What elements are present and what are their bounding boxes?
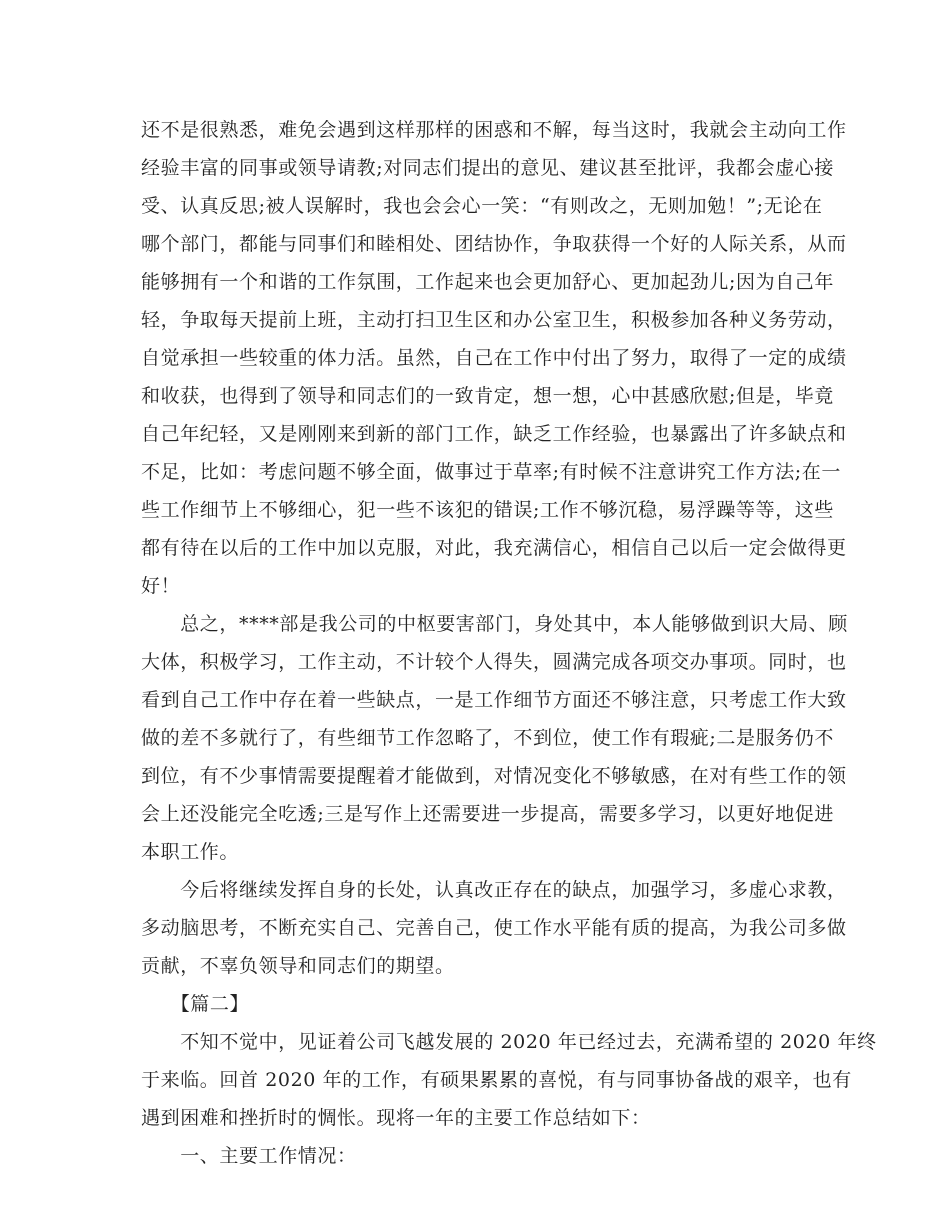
paragraph-future-plan [141,871,847,985]
text-line: 不知不觉中，见证着公司飞越发展的 2020 年已经过去，充满希望的 2020 年终 [141,1031,877,1053]
text-line: 到位，有不少事情需要提醒着才能做到，对情况变化不够敏感，在对有些工作的领 [141,765,847,787]
text-line: 好！ [141,575,181,597]
text-line: 受、认真反思;被人误解时，我也会会心一笑：“有则改之，无则加勉！”;无论在 [141,195,823,217]
text-line: 些工作细节上不够细心，犯一些不该犯的错误;工作不够沉稳，易浮躁等等，这些 [141,499,835,521]
text-line: 不足，比如：考虑问题不够全面，做事过于草率;有时候不注意讲究工作方法;在一 [141,461,842,483]
text-line: 本职工作。 [141,841,240,863]
text-line: 今后将继续发挥自身的长处，认真改正存在的缺点，加强学习，多虚心求教， [141,879,847,901]
text-line: 看到自己工作中存在着一些缺点，一是工作细节方面还不够注意，只考虑工作大致 [141,689,847,711]
text-line: 于来临。回首 2020 年的工作，有硕果累累的喜悦，有与同事协备战的艰辛，也有 [141,1069,852,1091]
text-line: 都有待在以后的工作中加以克服，对此，我充满信心，相信自己以后一定会做得更 [141,537,847,559]
paragraph-intro-2020 [141,1023,877,1137]
text-line: 和收获，也得到了领导和同志们的一致肯定，想一想，心中甚感欣慰;但是，毕竟 [141,385,835,407]
text-line: 做的差不多就行了，有些细节工作忽略了，不到位，使工作有瑕疵;二是服务仍不 [141,727,835,749]
text-line: 还不是很熟悉，难免会遇到这样那样的困惑和不解，每当这时，我就会主动向工作 [141,119,847,141]
text-line: 多动脑思考，不断充实自己、完善自己，使工作水平能有质的提高，为我公司多做 [141,917,847,939]
text-line: 自己年纪轻，又是刚刚来到新的部门工作，缺乏工作经验，也暴露出了许多缺点和 [141,423,847,445]
text-line: 能够拥有一个和谐的工作氛围，工作起来也会更加舒心、更加起劲儿;因为自己年 [141,271,835,293]
section-heading: 【篇二】 [141,993,250,1015]
text-line: 贡献，不辜负领导和同志们的期望。 [141,955,455,977]
paragraph-summary [141,605,848,871]
text-line: 遇到困难和挫折时的惆怅。现将一年的主要工作总结如下： [141,1107,651,1129]
document-body [141,111,877,1175]
text-line: 自觉承担一些较重的体力活。虽然，自己在工作中付出了努力，取得了一定的成绩 [141,347,847,369]
text-line: 大体，积极学习，工作主动，不计较个人得失，圆满完成各项交办事项。同时，也 [141,651,847,673]
text-line: 会上还没能完全吃透;三是写作上还需要进一步提高，需要多学习，以更好地促进 [141,803,835,825]
section-heading-part-two [141,985,813,1023]
text-line: 经验丰富的同事或领导请教;对同志们提出的意见、建议甚至批评，我都会虚心接 [141,157,835,179]
subheading: 一、主要工作情况： [141,1145,357,1167]
text-line: 轻，争取每天提前上班，主动打扫卫生区和办公室卫生，积极参加各种义务劳动， [141,309,847,331]
text-line: 总之，****部是我公司的中枢要害部门，身处其中，本人能够做到识大局、顾 [141,613,848,635]
paragraph-work-experience [141,111,847,605]
subheading-main-work [141,1137,813,1175]
text-line: 哪个部门，都能与同事们和睦相处、团结协作，争取获得一个好的人际关系，从而 [141,233,847,255]
